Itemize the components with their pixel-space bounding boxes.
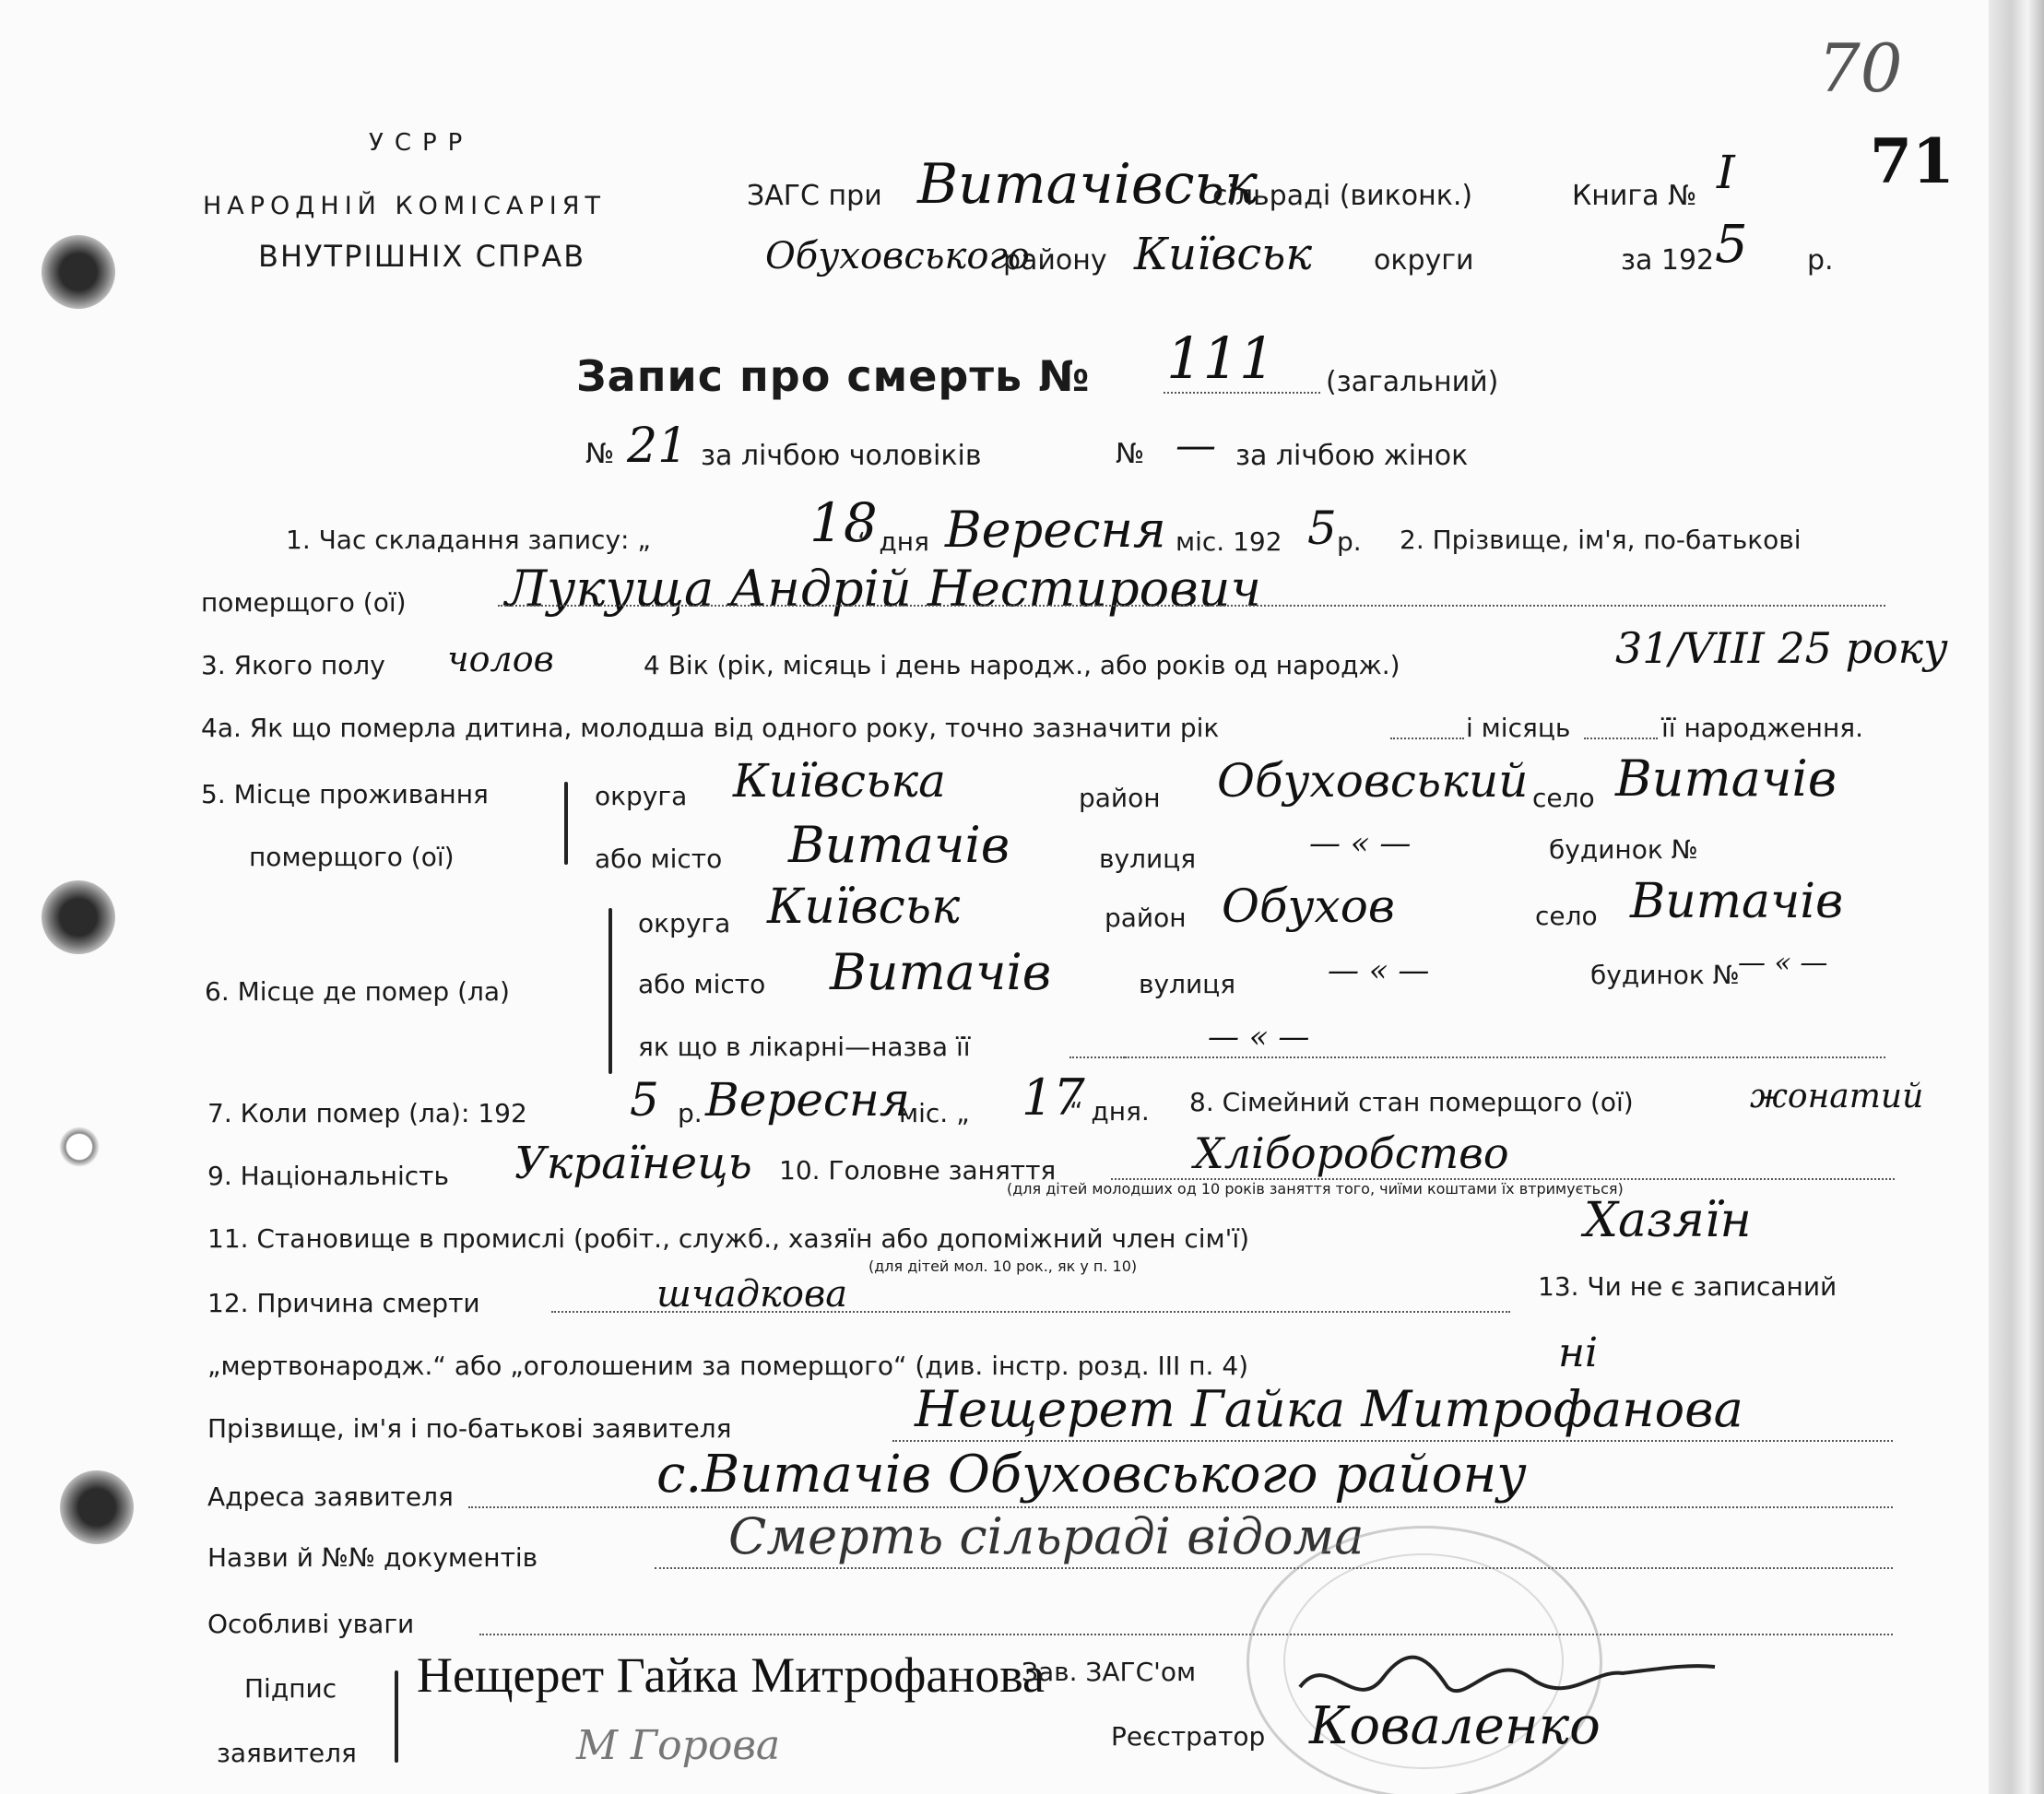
field1-month-handwritten: Вересня — [945, 501, 1166, 559]
district-label: району — [1003, 244, 1107, 277]
field5-label: 5. Місце проживання — [201, 779, 489, 809]
field6-misto-handwritten: Витачів — [830, 943, 1052, 1001]
address-handwritten: с.Витачів Обуховського району — [656, 1445, 1527, 1505]
field2-label: 2. Прізвище, ім'я, по-батькові — [1400, 525, 1802, 555]
okrug-handwritten: Київськ — [1134, 229, 1313, 280]
field6-vulytsia-label: вулиця — [1139, 969, 1236, 999]
field1-label: 1. Час складання запису: „ — [286, 525, 651, 555]
field7-mis-label: міс. „ — [899, 1098, 970, 1128]
field6-label: 6. Місце де помер (ла) — [205, 976, 510, 1007]
field6-vulytsia-handwritten: — « — — [1328, 952, 1430, 989]
field10-note: (для дітей молодших од 10 років заняття того, чиїми коштами їх втримується) — [1007, 1180, 1624, 1198]
women-prefix: № — [1116, 438, 1145, 470]
field7-day-label: “ дня. — [1069, 1096, 1150, 1127]
record-title: Запис про смерть № — [576, 351, 1091, 401]
men-label: за лічбою чоловіків — [701, 440, 982, 472]
field1-day-handwritten: 18 — [809, 491, 878, 554]
field11-note: (для дітей мол. 10 рок., як у п. 10) — [868, 1257, 1138, 1275]
field6-likarnia-handwritten: — « — — [1208, 1019, 1310, 1056]
field5-label2: померщого (ої) — [249, 842, 455, 872]
field13-label: 13. Чи не є записаний — [1538, 1271, 1837, 1302]
field7-day-handwritten: 17 — [1022, 1068, 1085, 1127]
field10-label: 10. Головне заняття — [779, 1155, 1057, 1186]
field5-brace — [564, 782, 568, 865]
book-number-handwritten: I — [1717, 146, 1735, 199]
field8-label: 8. Сімейний стан померщого (ої) — [1189, 1087, 1634, 1117]
field12-handwritten: шчадкова — [656, 1273, 848, 1316]
applicant-sig-label2: заявителя — [217, 1738, 357, 1768]
archive-page-number: 70 — [1818, 30, 1903, 107]
zags-prefix: ЗАГС при — [747, 180, 882, 212]
applicant-signature-handwritten: Нещерет Гайка Митрофанова — [417, 1647, 1045, 1703]
field6-selo-handwritten: Витачів — [1630, 874, 1844, 929]
field5-vulytsia-label: вулиця — [1099, 844, 1197, 874]
punch-hole — [60, 1470, 134, 1544]
field4a-month-label: і місяць — [1466, 713, 1571, 743]
punch-hole — [57, 1125, 101, 1169]
republic-label: УСРР — [369, 129, 474, 157]
field5-selo-label: село — [1532, 783, 1595, 813]
signature-brace — [395, 1670, 398, 1763]
okrug-label: округи — [1374, 244, 1474, 277]
field7-month-handwritten: Вересня — [705, 1073, 910, 1127]
field9-handwritten: Українець — [514, 1138, 752, 1189]
field6-budynok-label: будинок № — [1590, 960, 1740, 990]
punch-hole — [41, 235, 115, 309]
field5-raion-handwritten: Обуховський — [1217, 754, 1529, 808]
field4a-end-label: її народження. — [1661, 713, 1863, 743]
district-handwritten: Обуховського — [765, 235, 1030, 277]
year-label: за 192 — [1621, 244, 1715, 277]
field5-selo-handwritten: Витачів — [1615, 749, 1837, 808]
field5-okrug-label: округа — [595, 781, 688, 811]
head-label: Зав. ЗАГС'ом — [1022, 1657, 1197, 1687]
field6-misto-label: або місто — [638, 969, 766, 999]
deceased-label: померщого (ої) — [201, 587, 407, 618]
page-number: 71 — [1870, 125, 1955, 197]
field5-budynok-label: будинок № — [1549, 834, 1698, 865]
record-general: (загальний) — [1326, 366, 1499, 398]
year-suffix: р. — [1807, 244, 1834, 277]
field4a-label: 4а. Як що померла дитина, молодша від одного року, точно зазначити рік — [201, 713, 1220, 743]
field1-year-handwritten: 5 — [1307, 502, 1337, 555]
field5-misto-label: або місто — [595, 844, 723, 874]
punch-hole — [41, 880, 115, 954]
registrar-label: Реєстратор — [1111, 1721, 1266, 1752]
field4-age-handwritten: 31/VIII 25 року — [1615, 623, 1948, 673]
field5-raion-label: район — [1079, 783, 1161, 813]
field7-r-label: р. — [678, 1098, 703, 1128]
commissariat-line2: ВНУТРІШНІХ СПРАВ — [258, 239, 586, 274]
field3-label: 3. Якого полу — [201, 650, 385, 680]
deceased-name-handwritten: Лукуща Андрій Нестирович — [505, 560, 1261, 618]
field7-label: 7. Коли помер (ла): 192 — [207, 1098, 527, 1128]
women-label: за лічбою жінок — [1235, 440, 1469, 472]
field6-raion-label: район — [1105, 903, 1187, 933]
applicant-label: Прізвище, ім'я і по-батькові заявителя — [207, 1413, 732, 1444]
field11-handwritten: Хазяїн — [1584, 1193, 1752, 1248]
field6-raion-handwritten: Обухов — [1222, 879, 1395, 933]
address-label: Адреса заявителя — [207, 1481, 454, 1512]
field7-year-handwritten: 5 — [630, 1073, 659, 1127]
record-number-handwritten: 111 — [1166, 325, 1276, 392]
applicant-signature-handwritten-2: М Горова — [576, 1722, 781, 1769]
field3-sex-handwritten: чолов — [447, 639, 554, 679]
field12-label: 12. Причина смерти — [207, 1288, 480, 1318]
field11-label: 11. Становище в промислі (робіт., служб., хазяїн або допоміжний член сім'ї) — [207, 1223, 1250, 1254]
field6-okrug-label: округа — [638, 908, 731, 938]
field6-okrug-handwritten: Київськ — [767, 879, 961, 935]
registrar-signature-handwritten: Коваленко — [1309, 1696, 1601, 1756]
field4-label: 4 Вік (рік, місяць і день народж., або років од народж.) — [644, 650, 1400, 680]
applicant-sig-label1: Підпис — [244, 1673, 337, 1704]
field6-budynok-handwritten: — « — — [1738, 947, 1828, 979]
field13-handwritten: ні — [1558, 1329, 1599, 1376]
book-label: Книга № — [1572, 180, 1697, 212]
documents-label: Назви й №№ документів — [207, 1542, 538, 1573]
field8-handwritten: жонатий — [1750, 1078, 1924, 1115]
year-handwritten: 5 — [1715, 215, 1748, 275]
field5-okrug-handwritten: Київська — [733, 754, 946, 808]
field10-handwritten: Хліборобство — [1194, 1128, 1509, 1178]
men-number-handwritten: 21 — [627, 419, 689, 474]
field1-month-label: міс. 192 — [1176, 526, 1282, 557]
applicant-handwritten: Нещерет Гайка Митрофанова — [915, 1380, 1743, 1438]
field1-year-suffix: р. — [1337, 526, 1362, 557]
field6-likarnia-label: як що в лікарні—назва її — [638, 1032, 971, 1062]
field5-misto-handwritten: Витачів — [788, 816, 1010, 874]
field1-day-label: “ дня — [857, 526, 929, 557]
field13-label2: „мертвонародж.“ або „оголошеним за померщого“ (див. інстр. розд. III п. 4) — [207, 1351, 1249, 1381]
page-edge — [1989, 0, 2044, 1794]
zags-suffix: сільраді (виконк.) — [1212, 180, 1473, 212]
notes-label: Особливі уваги — [207, 1609, 415, 1639]
documents-handwritten: Смерть сільраді відома — [728, 1507, 1365, 1565]
field6-brace — [608, 908, 612, 1074]
field9-label: 9. Національність — [207, 1161, 449, 1191]
zags-village-handwritten: Витачівськ — [917, 152, 1258, 217]
field6-selo-label: село — [1535, 901, 1598, 931]
field5-vulytsia-handwritten: — « — — [1309, 825, 1412, 862]
commissariat-line1: НАРОДНІЙ КОМІСАРІЯТ — [203, 192, 606, 220]
women-number-handwritten: — — [1176, 422, 1216, 469]
men-prefix: № — [585, 438, 615, 470]
